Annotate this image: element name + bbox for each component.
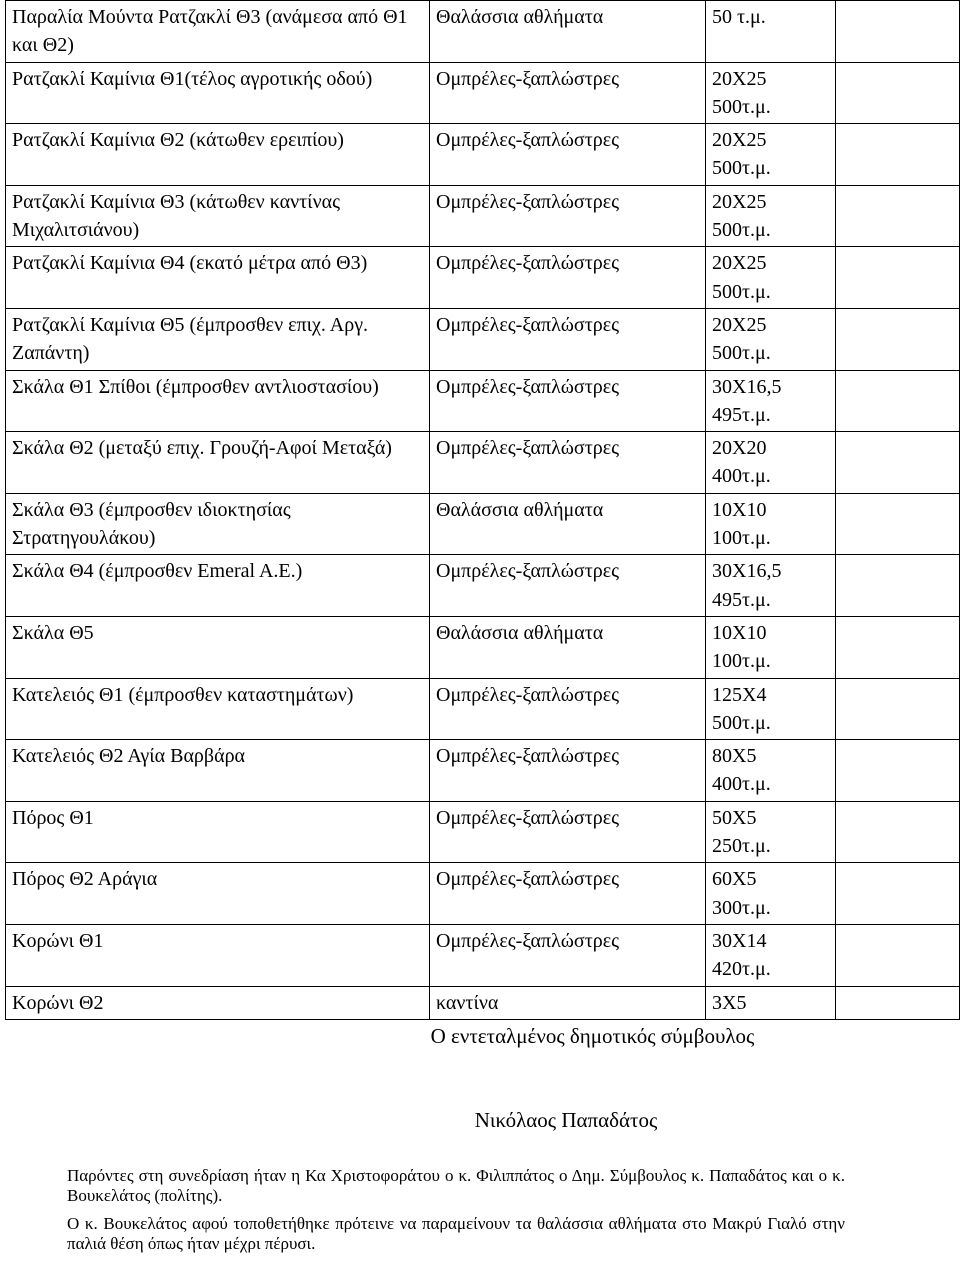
size-lines <box>712 373 835 430</box>
size-lines <box>712 311 835 368</box>
size-dimensions: 80Χ5 <box>712 745 757 768</box>
size-area: 495τ.μ. <box>712 588 771 611</box>
meeting-minutes <box>67 1166 845 1254</box>
table-row <box>6 801 960 863</box>
size-area: 500τ.μ. <box>712 342 771 365</box>
use-cell: Θαλάσσια αθλήματα <box>430 493 706 555</box>
size-cell <box>706 124 836 186</box>
use-cell: Ομπρέλες-ξαπλώστρες <box>430 185 706 247</box>
use-cell: Ομπρέλες-ξαπλώστρες <box>430 308 706 370</box>
location-cell: Παραλία Μούντα Ρατζακλί Θ3 (ανάμεσα από Θ1 και Θ2) <box>6 1 430 63</box>
signatory-name: Νικόλαος Παπαδάτος <box>474 1108 658 1132</box>
size-cell <box>706 801 836 863</box>
size-area: 500τ.μ. <box>712 219 771 242</box>
size-lines <box>712 496 835 553</box>
size-dimensions: 20Χ25 <box>712 67 767 90</box>
size-area: 400τ.μ. <box>712 773 771 796</box>
location-cell: Πόρος Θ1 <box>6 801 430 863</box>
use-cell: Ομπρέλες-ξαπλώστρες <box>430 924 706 986</box>
use-cell: Ομπρέλες-ξαπλώστρες <box>430 247 706 309</box>
size-dimensions: 20Χ25 <box>712 190 767 213</box>
location-cell: Κατελειός Θ2 Αγία Βαρβάρα <box>6 740 430 802</box>
size-area: 500τ.μ. <box>712 95 771 118</box>
table-row <box>6 308 960 370</box>
empty-cell <box>836 185 960 247</box>
size-dimensions: 30Χ14 <box>712 929 767 952</box>
empty-cell <box>836 432 960 494</box>
location-cell: Κατελειός Θ1 (έμπροσθεν καταστημάτων) <box>6 678 430 740</box>
location-cell: Σκάλα Θ4 (έμπροσθεν Emeral A.E.) <box>6 555 430 617</box>
use-cell: Ομπρέλες-ξαπλώστρες <box>430 370 706 432</box>
size-dimensions: 125Χ4 <box>712 683 767 706</box>
location-cell: Κορώνι Θ1 <box>6 924 430 986</box>
size-lines <box>712 619 835 676</box>
size-dimensions: 60Χ5 <box>712 868 757 891</box>
empty-cell <box>836 370 960 432</box>
size-lines <box>712 804 835 861</box>
size-dimensions: 10Χ10 <box>712 621 767 644</box>
size-lines <box>712 126 835 183</box>
size-cell <box>706 678 836 740</box>
empty-cell <box>836 924 960 986</box>
size-lines <box>712 927 835 984</box>
size-lines <box>712 434 835 491</box>
empty-cell <box>836 1 960 63</box>
table-row <box>6 924 960 986</box>
size-dimensions: 20Χ20 <box>712 437 767 460</box>
size-lines <box>712 65 835 122</box>
size-area: 500τ.μ. <box>712 280 771 303</box>
size-lines <box>712 249 835 306</box>
size-area: 250τ.μ. <box>712 835 771 858</box>
size-area: 500τ.μ. <box>712 711 771 734</box>
size-lines <box>712 681 835 738</box>
size-lines <box>712 557 835 614</box>
empty-cell <box>836 740 960 802</box>
empty-cell <box>836 616 960 678</box>
table-row <box>6 247 960 309</box>
size-cell <box>706 62 836 124</box>
size-cell <box>706 616 836 678</box>
size-dimensions: 20Χ25 <box>712 129 767 152</box>
location-cell: Πόρος Θ2 Αράγια <box>6 863 430 925</box>
table-row <box>6 863 960 925</box>
size-cell <box>706 493 836 555</box>
location-cell: Ρατζακλί Καμίνια Θ1(τέλος αγροτικής οδού) <box>6 62 430 124</box>
table-row <box>6 185 960 247</box>
table-row <box>6 740 960 802</box>
size-cell <box>706 740 836 802</box>
table-row <box>6 678 960 740</box>
size-area: 500τ.μ. <box>712 157 771 180</box>
table-row <box>6 616 960 678</box>
table-row <box>6 555 960 617</box>
use-cell: Ομπρέλες-ξαπλώστρες <box>430 555 706 617</box>
empty-cell <box>836 493 960 555</box>
location-cell: Ρατζακλί Καμίνια Θ4 (εκατό μέτρα από Θ3) <box>6 247 430 309</box>
location-cell: Σκάλα Θ1 Σπίθοι (έμπροσθεν αντλιοστασίου) <box>6 370 430 432</box>
use-cell: Ομπρέλες-ξαπλώστρες <box>430 124 706 186</box>
size-dimensions: 30Χ16,5 <box>712 375 782 398</box>
size-cell <box>706 555 836 617</box>
table-row <box>6 1 960 63</box>
location-cell: Σκάλα Θ3 (έμπροσθεν ιδιοκτησίας Στρατηγουλάκου) <box>6 493 430 555</box>
location-cell: Σκάλα Θ5 <box>6 616 430 678</box>
use-cell: Θαλάσσια αθλήματα <box>430 616 706 678</box>
use-cell: Ομπρέλες-ξαπλώστρες <box>430 801 706 863</box>
location-cell: Σκάλα Θ2 (μεταξύ επιχ. Γρουζή-Αφοί Μεταξά) <box>6 432 430 494</box>
empty-cell <box>836 986 960 1019</box>
location-cell: Κορώνι Θ2 <box>6 986 430 1019</box>
empty-cell <box>836 863 960 925</box>
size-dimensions: 50Χ5 <box>712 806 757 829</box>
size-area: 400τ.μ. <box>712 465 771 488</box>
size-area: 495τ.μ. <box>712 403 771 426</box>
size-lines <box>712 188 835 245</box>
use-cell: Ομπρέλες-ξαπλώστρες <box>430 678 706 740</box>
use-cell: Ομπρέλες-ξαπλώστρες <box>430 740 706 802</box>
use-cell: Ομπρέλες-ξαπλώστρες <box>430 62 706 124</box>
size-cell <box>706 432 836 494</box>
concessions-table-body <box>6 1 960 1020</box>
size-cell <box>706 308 836 370</box>
use-cell: Ομπρέλες-ξαπλώστρες <box>430 863 706 925</box>
size-lines <box>712 989 835 1017</box>
table-row <box>6 986 960 1019</box>
empty-cell <box>836 62 960 124</box>
table-row <box>6 493 960 555</box>
location-cell: Ρατζακλί Καμίνια Θ3 (κάτωθεν καντίνας Μιχαλιτσιάνου) <box>6 185 430 247</box>
size-cell <box>706 1 836 63</box>
use-cell: Θαλάσσια αθλήματα <box>430 1 706 63</box>
table-row <box>6 62 960 124</box>
size-cell <box>706 185 836 247</box>
size-dimensions: 3Χ5 <box>712 991 747 1014</box>
location-cell: Ρατζακλί Καμίνια Θ5 (έμπροσθεν επιχ. Αργ. Ζαπάντη) <box>6 308 430 370</box>
empty-cell <box>836 308 960 370</box>
size-area: 100τ.μ. <box>712 527 771 550</box>
size-cell <box>706 370 836 432</box>
empty-cell <box>836 678 960 740</box>
signatory-role: Ο εντεταλμένος δημοτικός σύμβουλος <box>430 1024 755 1048</box>
table-row <box>6 432 960 494</box>
empty-cell <box>836 247 960 309</box>
location-cell: Ρατζακλί Καμίνια Θ2 (κάτωθεν ερειπίου) <box>6 124 430 186</box>
size-dimensions: 10Χ10 <box>712 498 767 521</box>
size-dimensions: 30Χ16,5 <box>712 560 782 583</box>
size-cell <box>706 247 836 309</box>
size-area: 100τ.μ. <box>712 650 771 673</box>
minutes-proposal-paragraph: Ο κ. Βουκελάτος αφού τοποθετήθηκε πρότεινε να παραμείνουν τα θαλάσσια αθλήματα στο Μακρύ Γιαλό στην παλιά θέση όπως ήταν μέχρι πέρυσι. <box>67 1214 845 1253</box>
size-lines <box>712 3 835 31</box>
size-cell <box>706 924 836 986</box>
table-row <box>6 124 960 186</box>
size-cell <box>706 986 836 1019</box>
size-area: 420τ.μ. <box>712 958 771 981</box>
table-row <box>6 370 960 432</box>
minutes-attendance-paragraph: Παρόντες στη συνεδρίαση ήταν η Κα Χριστοφοράτου ο κ. Φιλιππάτος ο Δημ. Σύμβουλος κ. Παπαδάτος και ο κ. Βουκελάτος (πολίτης). <box>67 1166 845 1205</box>
size-lines <box>712 742 835 799</box>
empty-cell <box>836 124 960 186</box>
size-lines <box>712 865 835 922</box>
empty-cell <box>836 555 960 617</box>
concessions-table <box>5 0 960 1020</box>
use-cell: καντίνα <box>430 986 706 1019</box>
size-dimensions: 20Χ25 <box>712 252 767 275</box>
use-cell: Ομπρέλες-ξαπλώστρες <box>430 432 706 494</box>
size-cell <box>706 863 836 925</box>
empty-cell <box>836 801 960 863</box>
size-dimensions: 20Χ25 <box>712 313 767 336</box>
size-dimensions: 50 τ.μ. <box>712 6 766 28</box>
size-area: 300τ.μ. <box>712 896 771 919</box>
